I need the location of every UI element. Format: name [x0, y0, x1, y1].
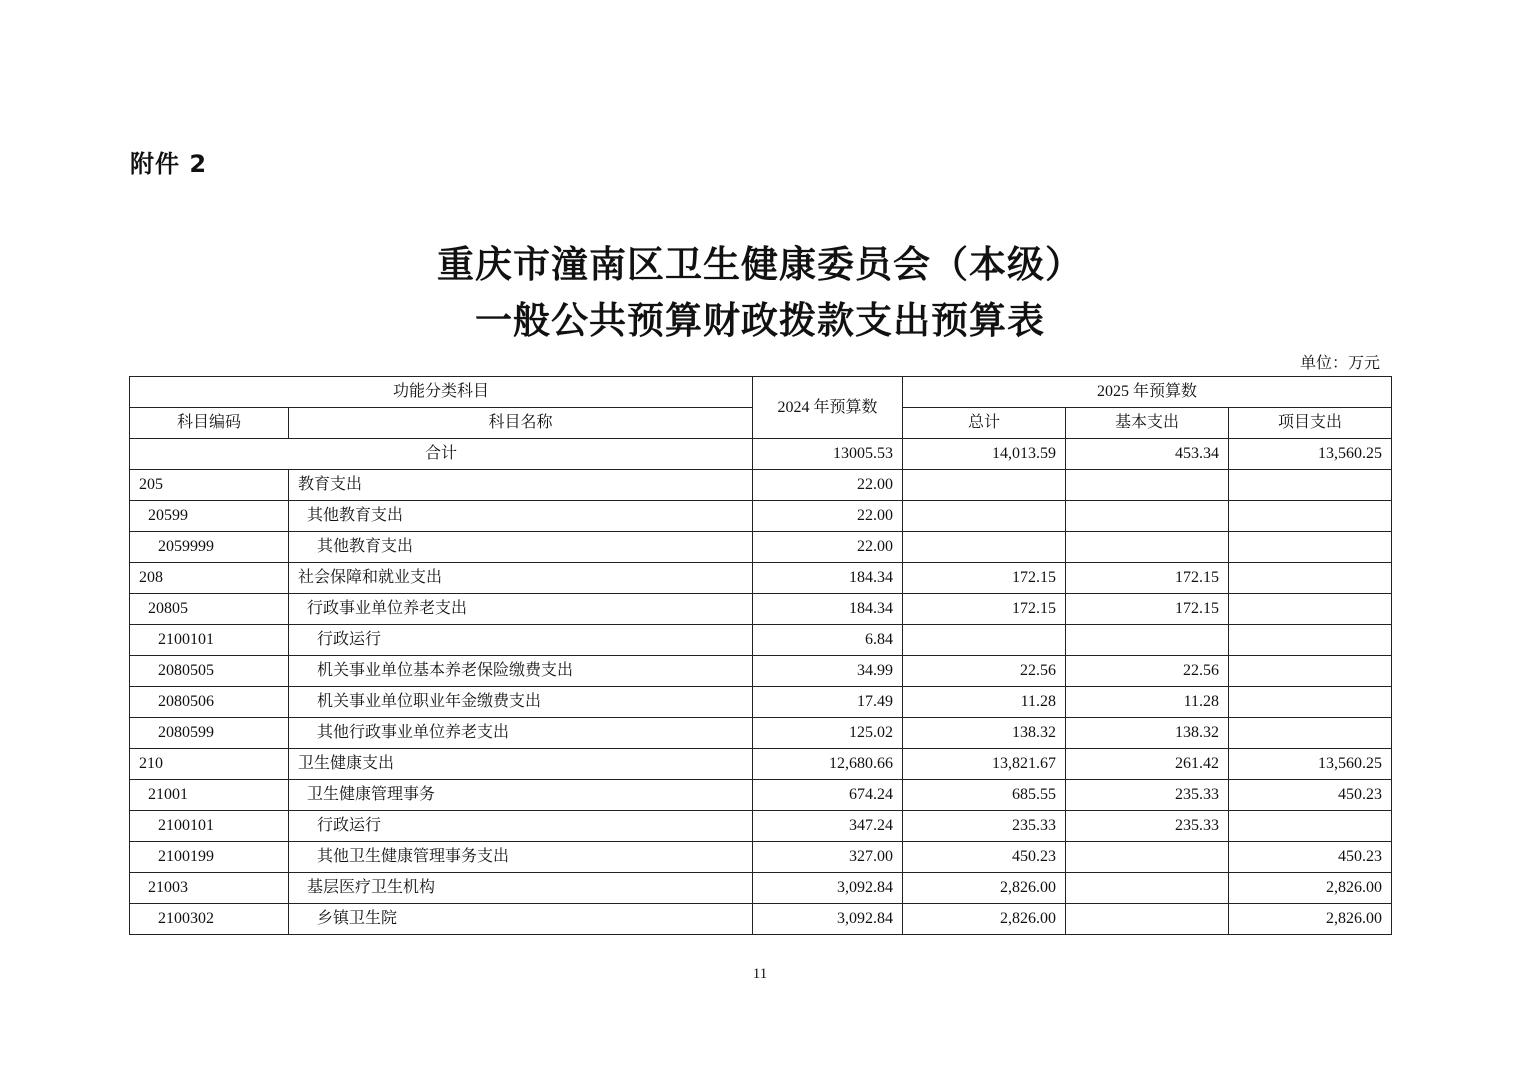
row-project [1229, 656, 1392, 687]
header-code: 科目编码 [130, 408, 289, 439]
row-name: 其他教育支出 [289, 501, 753, 532]
table-row [130, 625, 1392, 656]
row-code: 20805 [130, 594, 289, 625]
total-row [130, 439, 1392, 470]
row-b2024: 184.34 [753, 563, 903, 594]
budget-table [129, 376, 1392, 935]
row-name: 行政事业单位养老支出 [289, 594, 753, 625]
row-name: 乡镇卫生院 [289, 904, 753, 935]
row-b2024: 22.00 [753, 501, 903, 532]
row-b2024: 12,680.66 [753, 749, 903, 780]
row-b2024: 17.49 [753, 687, 903, 718]
row-code: 2100101 [130, 625, 289, 656]
total-total: 14,013.59 [903, 439, 1066, 470]
row-project [1229, 718, 1392, 749]
row-total: 2,826.00 [903, 904, 1066, 935]
row-b2024: 327.00 [753, 842, 903, 873]
table-row [130, 470, 1392, 501]
total-label: 合计 [130, 439, 753, 470]
row-code: 2100101 [130, 811, 289, 842]
row-b2024: 3,092.84 [753, 904, 903, 935]
row-total: 450.23 [903, 842, 1066, 873]
row-name: 机关事业单位基本养老保险缴费支出 [289, 656, 753, 687]
row-code: 21003 [130, 873, 289, 904]
row-basic: 172.15 [1066, 563, 1229, 594]
table-row [130, 842, 1392, 873]
row-code: 208 [130, 563, 289, 594]
row-project [1229, 625, 1392, 656]
header-total: 总计 [903, 408, 1066, 439]
row-code: 20599 [130, 501, 289, 532]
row-b2024: 125.02 [753, 718, 903, 749]
header-budget-2025: 2025 年预算数 [903, 377, 1392, 408]
row-basic: 138.32 [1066, 718, 1229, 749]
row-code: 2100302 [130, 904, 289, 935]
row-code: 2100199 [130, 842, 289, 873]
page-number: 11 [752, 966, 768, 982]
row-code: 205 [130, 470, 289, 501]
row-basic [1066, 873, 1229, 904]
row-code: 21001 [130, 780, 289, 811]
row-project: 13,560.25 [1229, 749, 1392, 780]
row-project [1229, 563, 1392, 594]
row-total: 172.15 [903, 594, 1066, 625]
row-project: 2,826.00 [1229, 873, 1392, 904]
header-basic: 基本支出 [1066, 408, 1229, 439]
row-b2024: 6.84 [753, 625, 903, 656]
row-total: 685.55 [903, 780, 1066, 811]
header-project: 项目支出 [1229, 408, 1392, 439]
row-project [1229, 687, 1392, 718]
row-total [903, 501, 1066, 532]
table-row [130, 687, 1392, 718]
row-total [903, 532, 1066, 563]
row-project [1229, 594, 1392, 625]
row-total: 22.56 [903, 656, 1066, 687]
header-row-1 [130, 377, 1392, 408]
row-total: 235.33 [903, 811, 1066, 842]
row-basic [1066, 842, 1229, 873]
row-total: 11.28 [903, 687, 1066, 718]
row-b2024: 34.99 [753, 656, 903, 687]
row-name: 其他教育支出 [289, 532, 753, 563]
row-project: 450.23 [1229, 780, 1392, 811]
row-basic: 261.42 [1066, 749, 1229, 780]
table-row [130, 873, 1392, 904]
unit-label: 单位：万元 [1299, 353, 1380, 372]
table-row [130, 563, 1392, 594]
page-title-line1: 重庆市潼南区卫生健康委员会（本级） [437, 242, 1083, 286]
row-name: 行政运行 [289, 811, 753, 842]
row-code: 210 [130, 749, 289, 780]
row-code: 2080506 [130, 687, 289, 718]
row-project: 450.23 [1229, 842, 1392, 873]
row-project: 2,826.00 [1229, 904, 1392, 935]
row-name: 其他行政事业单位养老支出 [289, 718, 753, 749]
row-total [903, 625, 1066, 656]
row-b2024: 184.34 [753, 594, 903, 625]
row-name: 社会保障和就业支出 [289, 563, 753, 594]
row-basic [1066, 501, 1229, 532]
row-basic: 22.56 [1066, 656, 1229, 687]
row-name: 行政运行 [289, 625, 753, 656]
table-row [130, 780, 1392, 811]
table-row [130, 718, 1392, 749]
header-budget-2024: 2024 年预算数 [753, 377, 903, 439]
row-basic [1066, 625, 1229, 656]
total-b2024: 13005.53 [753, 439, 903, 470]
row-name: 卫生健康管理事务 [289, 780, 753, 811]
row-basic [1066, 904, 1229, 935]
attachment-label: 附件 2 [130, 150, 208, 178]
row-b2024: 22.00 [753, 532, 903, 563]
row-code: 2059999 [130, 532, 289, 563]
table-row [130, 594, 1392, 625]
total-basic: 453.34 [1066, 439, 1229, 470]
table-row [130, 501, 1392, 532]
row-project [1229, 501, 1392, 532]
row-code: 2080505 [130, 656, 289, 687]
table-row [130, 749, 1392, 780]
row-name: 教育支出 [289, 470, 753, 501]
row-code: 2080599 [130, 718, 289, 749]
row-basic: 235.33 [1066, 780, 1229, 811]
table-row [130, 532, 1392, 563]
row-basic: 11.28 [1066, 687, 1229, 718]
row-project [1229, 532, 1392, 563]
row-basic [1066, 470, 1229, 501]
row-name: 机关事业单位职业年金缴费支出 [289, 687, 753, 718]
row-project [1229, 811, 1392, 842]
row-name: 基层医疗卫生机构 [289, 873, 753, 904]
row-b2024: 674.24 [753, 780, 903, 811]
row-b2024: 347.24 [753, 811, 903, 842]
row-total: 13,821.67 [903, 749, 1066, 780]
header-name: 科目名称 [289, 408, 753, 439]
row-basic [1066, 532, 1229, 563]
row-b2024: 3,092.84 [753, 873, 903, 904]
row-total [903, 470, 1066, 501]
row-total: 2,826.00 [903, 873, 1066, 904]
header-func-category: 功能分类科目 [130, 377, 753, 408]
row-name: 其他卫生健康管理事务支出 [289, 842, 753, 873]
row-basic: 235.33 [1066, 811, 1229, 842]
total-project: 13,560.25 [1229, 439, 1392, 470]
row-name: 卫生健康支出 [289, 749, 753, 780]
row-total: 172.15 [903, 563, 1066, 594]
row-basic: 172.15 [1066, 594, 1229, 625]
table-row [130, 656, 1392, 687]
page-title-line2: 一般公共预算财政拨款支出预算表 [475, 298, 1045, 342]
table-row [130, 904, 1392, 935]
row-total: 138.32 [903, 718, 1066, 749]
row-b2024: 22.00 [753, 470, 903, 501]
row-project [1229, 470, 1392, 501]
table-row [130, 811, 1392, 842]
